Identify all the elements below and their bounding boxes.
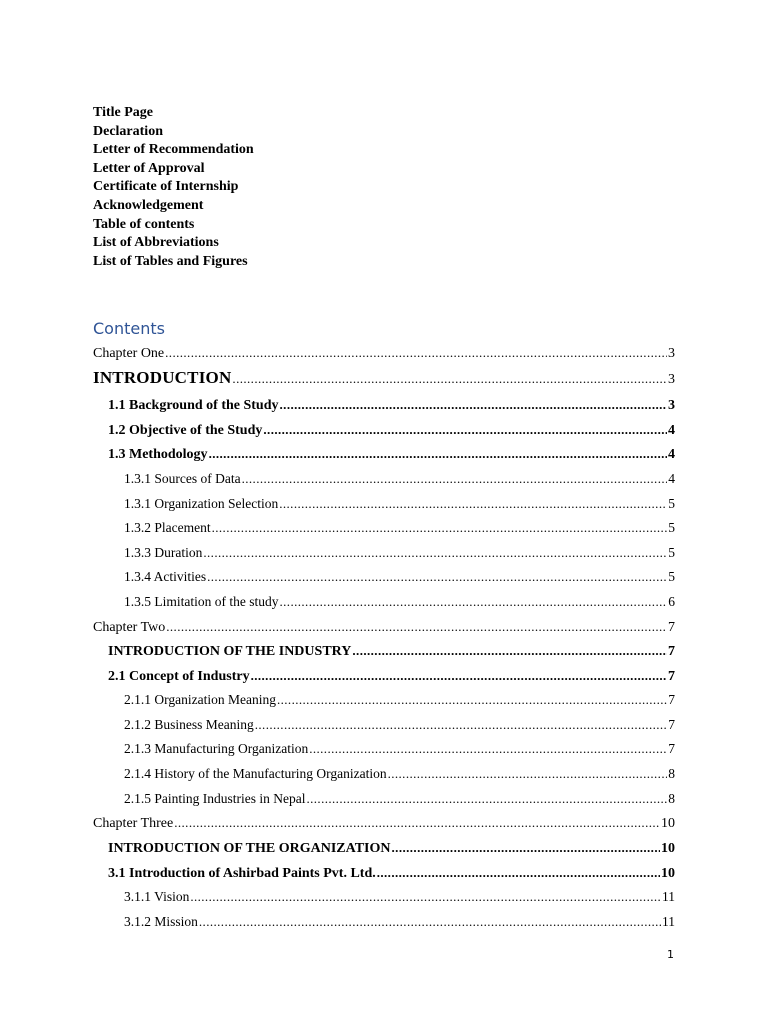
toc-leader-dots bbox=[255, 715, 668, 735]
toc-entry-page: 7 bbox=[668, 620, 675, 635]
toc-entry-label: 2.1.2 Business Meaning bbox=[124, 717, 254, 732]
toc-entry-page: 7 bbox=[668, 717, 675, 732]
toc-leader-dots bbox=[190, 887, 661, 907]
toc-entry-page: 6 bbox=[668, 594, 675, 609]
toc-entry[interactable] bbox=[93, 641, 675, 661]
front-matter-item: Certificate of Internship bbox=[93, 179, 239, 195]
toc-entry-label: Chapter Three bbox=[93, 816, 174, 831]
toc-entry[interactable] bbox=[93, 887, 675, 907]
toc-entry-label: 1.3.1 Sources of Data bbox=[124, 471, 241, 486]
toc-leader-dots bbox=[377, 863, 660, 883]
toc-entry-page: 4 bbox=[668, 423, 675, 438]
toc-leader-dots bbox=[212, 518, 668, 538]
toc-entry-label: 2.1.3 Manufacturing Organization bbox=[124, 741, 309, 756]
toc-entry-label: 3.1.2 Mission bbox=[124, 914, 198, 929]
toc-entry[interactable] bbox=[93, 739, 675, 759]
toc-entry[interactable] bbox=[93, 690, 675, 710]
toc-entry-page: 7 bbox=[668, 644, 675, 659]
toc-entry-page: 5 bbox=[668, 569, 675, 584]
toc-entry-page: 11 bbox=[662, 914, 675, 929]
toc-entry[interactable] bbox=[93, 617, 675, 637]
toc-leader-dots bbox=[174, 813, 660, 833]
toc-entry-page: 5 bbox=[668, 520, 675, 535]
toc-leader-dots bbox=[277, 690, 667, 710]
toc-leader-dots bbox=[280, 592, 668, 612]
toc-entry-page: 11 bbox=[662, 889, 675, 904]
toc-entry[interactable] bbox=[93, 592, 675, 612]
toc-entry-page: 7 bbox=[668, 741, 675, 756]
toc-entry-label: Chapter One bbox=[93, 346, 165, 361]
toc-entry-label: 1.3.3 Duration bbox=[124, 545, 203, 560]
toc-entry[interactable] bbox=[93, 813, 675, 833]
toc-entry-page: 7 bbox=[668, 692, 675, 707]
toc-leader-dots bbox=[388, 764, 668, 784]
toc-entry-page: 10 bbox=[661, 866, 675, 881]
toc-entry[interactable] bbox=[93, 494, 675, 514]
toc-entry-page: 10 bbox=[661, 816, 675, 831]
front-matter-item: Table of contents bbox=[93, 216, 195, 232]
toc-entry-page: 7 bbox=[668, 669, 675, 684]
toc-entry-label: 2.1.5 Painting Industries in Nepal bbox=[124, 791, 306, 806]
toc-entry[interactable] bbox=[93, 838, 675, 858]
front-matter-item: List of Abbreviations bbox=[93, 235, 219, 251]
toc-entry[interactable] bbox=[93, 543, 675, 563]
toc-entry[interactable] bbox=[93, 789, 675, 809]
toc-entry[interactable] bbox=[93, 764, 675, 784]
toc-entry-page: 4 bbox=[668, 471, 675, 486]
front-matter-item: List of Tables and Figures bbox=[93, 253, 248, 269]
toc-entry[interactable] bbox=[93, 469, 675, 489]
toc-entry[interactable] bbox=[93, 715, 675, 735]
front-matter-item: Declaration bbox=[93, 123, 163, 139]
toc-leader-dots bbox=[207, 567, 667, 587]
toc-entry[interactable] bbox=[93, 420, 675, 440]
toc-entry-label: 1.1 Background of the Study bbox=[108, 398, 279, 413]
toc-entry[interactable] bbox=[93, 863, 675, 883]
front-matter-item: Acknowledgement bbox=[93, 197, 204, 213]
toc-leader-dots bbox=[280, 395, 667, 415]
toc-leader-dots bbox=[209, 444, 667, 464]
toc-entry-page: 4 bbox=[668, 447, 675, 462]
front-matter-list bbox=[93, 104, 254, 271]
toc-entry-page: 5 bbox=[668, 496, 675, 511]
front-matter-item: Letter of Recommendation bbox=[93, 142, 254, 158]
toc-entry[interactable] bbox=[93, 395, 675, 415]
toc-entry[interactable] bbox=[93, 518, 675, 538]
toc-leader-dots bbox=[232, 369, 667, 389]
toc-entry-page: 3 bbox=[668, 398, 675, 413]
page-number: 1 bbox=[667, 948, 674, 961]
toc-entry-label: 1.3.5 Limitation of the study bbox=[124, 594, 279, 609]
toc-entry-label: 1.3 Methodology bbox=[108, 447, 208, 462]
toc-leader-dots bbox=[279, 494, 667, 514]
toc-entry-label: 1.3.1 Organization Selection bbox=[124, 496, 279, 511]
toc-entry-label: 2.1.4 History of the Manufacturing Organization bbox=[124, 766, 387, 781]
toc-entry-label: 1.2 Objective of the Study bbox=[108, 423, 263, 438]
toc-entry-label: 2.1 Concept of Industry bbox=[108, 669, 250, 684]
toc-leader-dots bbox=[392, 838, 660, 858]
toc-entry[interactable] bbox=[93, 343, 675, 363]
contents-heading: Contents bbox=[93, 319, 165, 338]
toc-entry-label: 1.3.4 Activities bbox=[124, 569, 207, 584]
toc-entry-label: 2.1.1 Organization Meaning bbox=[124, 692, 276, 707]
toc-entry-page: 8 bbox=[668, 791, 675, 806]
toc-entry-page: 3 bbox=[668, 346, 675, 361]
toc-entry-label: INTRODUCTION OF THE INDUSTRY bbox=[108, 644, 352, 659]
front-matter-item: Letter of Approval bbox=[93, 160, 205, 176]
toc-entry-label: Chapter Two bbox=[93, 620, 166, 635]
toc-entry-label: INTRODUCTION OF THE ORGANIZATION bbox=[108, 841, 391, 856]
toc-leader-dots bbox=[306, 789, 667, 809]
toc-entry-page: 3 bbox=[668, 372, 675, 387]
front-matter-item: Title Page bbox=[93, 105, 154, 120]
toc-entry[interactable] bbox=[93, 444, 675, 464]
toc-leader-dots bbox=[242, 469, 668, 489]
toc-leader-dots bbox=[352, 641, 667, 661]
toc-leader-dots bbox=[263, 420, 667, 440]
toc-entry[interactable] bbox=[93, 912, 675, 932]
toc-leader-dots bbox=[203, 543, 667, 563]
toc-leader-dots bbox=[309, 739, 667, 759]
toc-leader-dots bbox=[251, 666, 667, 686]
toc-entry[interactable] bbox=[93, 666, 675, 686]
toc-entry-label: 3.1.1 Vision bbox=[124, 889, 190, 904]
toc-leader-dots bbox=[199, 912, 661, 932]
toc-entry[interactable] bbox=[93, 368, 675, 388]
toc-entry[interactable] bbox=[93, 567, 675, 587]
toc-entry-label: 1.3.2 Placement bbox=[124, 520, 211, 535]
toc-leader-dots bbox=[165, 343, 667, 363]
toc-entry-page: 8 bbox=[668, 766, 675, 781]
toc-entry-page: 5 bbox=[668, 545, 675, 560]
toc-entry-label: 3.1 Introduction of Ashirbad Paints Pvt. Ltd. bbox=[108, 866, 376, 881]
toc-entry-page: 10 bbox=[661, 841, 675, 856]
toc-leader-dots bbox=[166, 617, 667, 637]
toc-entry-label: INTRODUCTION bbox=[93, 368, 232, 387]
